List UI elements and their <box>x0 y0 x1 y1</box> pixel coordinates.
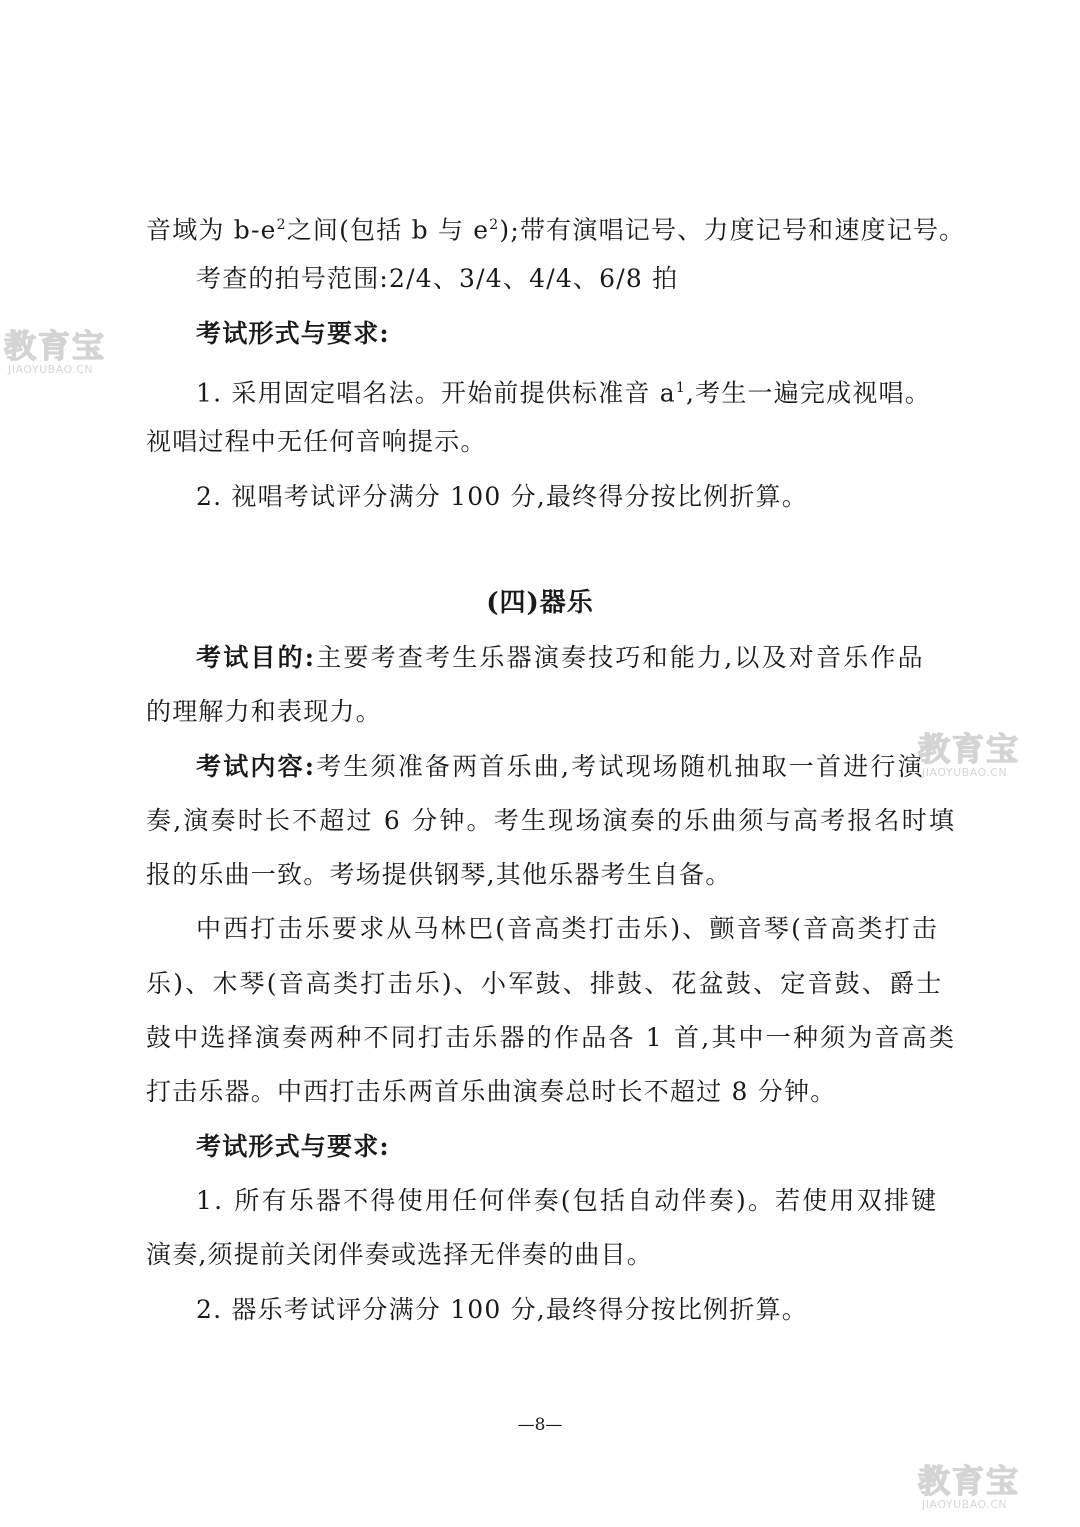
instrumental-item-2: 2. 器乐考试评分满分 100 分,最终得分按比例折算。 <box>196 1295 808 1324</box>
singing-item-1-continued: 视唱过程中无任何音响提示。 <box>146 427 487 456</box>
instrumental-format-heading: 考试形式与要求: <box>196 1132 390 1161</box>
singing-item-1: 1. 采用固定唱名法。开始前提供标准音 $a^1$,考生一遍完成视唱。 <box>196 378 931 408</box>
content-paragraph-line-2: 奏,演奏时长不超过 6 分钟。考生现场演奏的乐曲须与高考报名时填 <box>146 806 957 835</box>
purpose-paragraph-line-2: 的理解力和表现力。 <box>146 697 382 726</box>
content-paragraph-line-1: 考试内容:考生须准备两首乐曲,考试现场随机抽取一首进行演 <box>196 752 925 781</box>
watermark-logo-left <box>0 325 140 377</box>
svg-text:JIAOYUBAO.CN: JIAOYUBAO.CN <box>8 363 94 376</box>
svg-text:教育宝: 教育宝 <box>918 1462 1021 1500</box>
svg-text:JIAOYUBAO.CN: JIAOYUBAO.CN <box>922 1498 1008 1511</box>
content-label: 考试内容: <box>196 752 317 781</box>
purpose-label: 考试目的: <box>196 643 317 672</box>
percussion-paragraph-line-3: 鼓中选择演奏两种不同打击乐器的作品各 1 首,其中一种须为音高类 <box>146 1023 957 1052</box>
svg-text:教育宝: 教育宝 <box>918 730 1021 768</box>
percussion-paragraph-line-2: 乐)、木琴(音高类打击乐)、小军鼓、排鼓、花盆鼓、定音鼓、爵士 <box>146 969 944 998</box>
percussion-paragraph-line-4: 打击乐器。中西打击乐两首乐曲演奏总时长不超过 8 分钟。 <box>146 1077 837 1106</box>
section-heading-instrumental: (四)器乐 <box>486 588 594 618</box>
instrumental-item-1-line-1: 1. 所有乐器不得使用任何伴奏(包括自动伴奏)。若使用双排键 <box>196 1186 939 1215</box>
purpose-paragraph-line-1: 考试目的:主要考查考生乐器演奏技巧和能力,以及对音乐作品 <box>196 643 925 672</box>
vocal-range-line: 音域为 $b-e^2$之间(包括 b 与 $e^2$);带有演唱记号、力度记号和速度记号。 <box>146 215 966 245</box>
watermark-logo-right-middle <box>914 728 1064 780</box>
singing-format-heading: 考试形式与要求: <box>196 319 390 348</box>
svg-text:JIAOYUBAO.CN: JIAOYUBAO.CN <box>922 766 1008 779</box>
content-paragraph-line-3: 报的乐曲一致。考场提供钢琴,其他乐器考生自备。 <box>146 860 732 889</box>
singing-item-2: 2. 视唱考试评分满分 100 分,最终得分按比例折算。 <box>196 482 808 511</box>
watermark-logo-right-bottom <box>914 1460 1064 1512</box>
meter-range-line: 考查的拍号范围:2/4、3/4、4/4、6/8 拍 <box>196 264 679 293</box>
svg-text:教育宝: 教育宝 <box>4 327 107 365</box>
percussion-paragraph-line-1: 中西打击乐要求从马林巴(音高类打击乐)、颤音琴(音高类打击 <box>196 914 940 943</box>
page-number: —8— <box>517 1415 563 1435</box>
instrumental-item-1-line-2: 演奏,须提前关闭伴奏或选择无伴奏的曲目。 <box>146 1240 653 1269</box>
